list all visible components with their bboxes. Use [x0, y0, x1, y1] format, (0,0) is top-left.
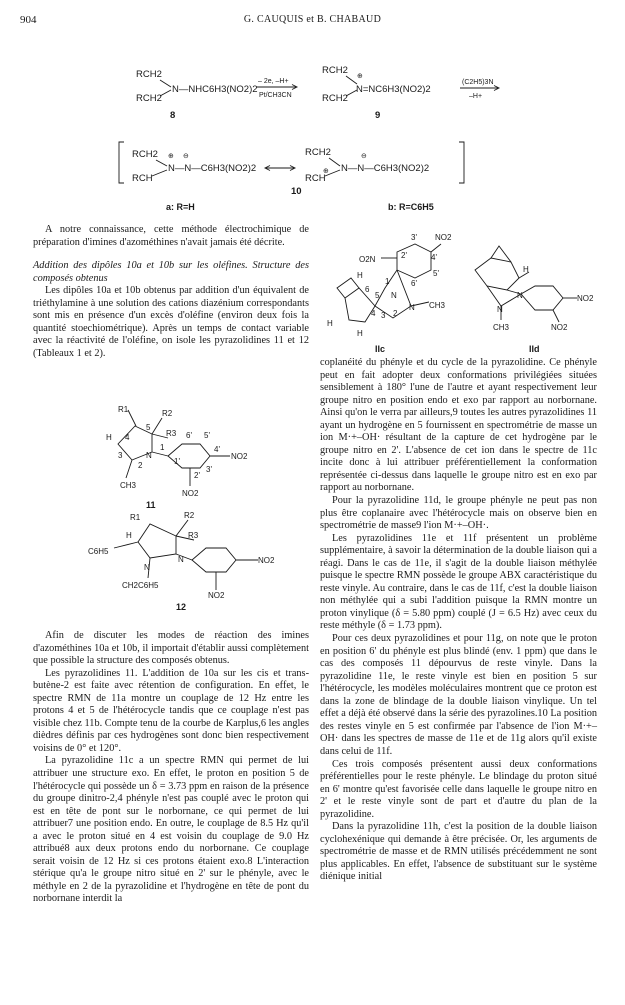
s11d-H: H [523, 265, 529, 274]
s11d-NO2-ortho: NO2 [551, 323, 568, 332]
s11c-H-top: H [357, 271, 363, 280]
s11c-N2: N [409, 303, 415, 312]
right-column [320, 357, 597, 884]
paragraph-11e-11f: Les pyrazolidines 11e et 11f présentent un problème supplémentaire, à savoir la détermination de la double liaison qui a réagi. Dans le cas de 11e, il s'agit de la double liaison méthylée puisque le spectre RMN possède le groupe ABX caractéristique du reste vinyle. Au contraire, dans le cas de 11f, c'est la double liaison non méthylée qui a subi l'addition puisque la RMN montre un proton vinylique (δ = 5.80 ppm) couplé (J = 6.5 Hz) avec ceux du reste méthyle (δ = 1.73 ppm). [320, 532, 597, 632]
label-8: 8 [170, 110, 176, 121]
section-heading: Addition des dipôles 10a et 10b sur les oléfines. Structure des composés obtenus [33, 260, 309, 284]
s12-R3: R3 [188, 531, 199, 540]
s11-NO2-ortho: NO2 [182, 489, 199, 498]
s11-4p: 4' [214, 445, 220, 454]
s11-N: N [146, 451, 152, 460]
s11c-5p: 5' [433, 269, 439, 278]
s10b-r1: RCH2 [305, 147, 331, 158]
paragraph-discussion: Afin de discuter les modes de réaction des imines d'azométhines 10a et 10b, il importait d'établir aussi complètement que possible la structure des composés obtenus. [33, 630, 309, 667]
structure-11 [80, 400, 300, 510]
arrow2-top: (C2H5)3N [462, 79, 494, 86]
s12-N1: N [144, 563, 150, 572]
structure-12 [30, 510, 290, 618]
s12-N2: N [178, 555, 184, 564]
paragraph-intro: A notre connaissance, cette méthode électrochimique de préparation d'imines d'azométhines n'avait jamais été décrite. [33, 224, 309, 248]
resonance-bracket-right [459, 142, 464, 183]
label-12: 12 [176, 602, 187, 612]
s12-R1: R1 [130, 513, 141, 522]
s12-C6H5: C6H5 [88, 547, 109, 556]
s11d-N1: N [497, 305, 503, 314]
arrow1-bottom: Pt/CH3CN [259, 92, 292, 99]
s9-r1: RCH2 [322, 65, 348, 76]
s11c-H-bottom: H [357, 329, 363, 338]
s11c-1: 1 [385, 277, 390, 286]
caption-10a: a: R=H [166, 202, 195, 212]
label-11: 11 [146, 500, 156, 510]
s11-4: 4 [125, 433, 130, 442]
s10a-r2: RCH [132, 173, 153, 184]
s11c-4p: 4' [431, 253, 437, 262]
s11c-5: 5 [375, 291, 380, 300]
s11-NO2-para: NO2 [231, 452, 248, 461]
s9-r2: RCH2 [322, 93, 348, 104]
paragraph-coplanarity: coplanéité du phényle et du cycle de la pyrazolidine. Ce phényle peut en fait adopter deux conformations privilégiées situées sensiblement à 180° l'une de l'autre et ayant respectivement leur groupe nitro en position endo et exo par rapport au norbornane. Ainsi qu'on le verra par ailleurs,9 toutes les autres pyrazolidines 11 ayant un hydrogène en 5 fournissent en spectrométrie de masse un ion M·+–OH· résultant de la capture de cet hydrogène par le groupe nitro en 2'. L'absence de cet ion dans le spectre de 11c incite donc à lui attribuer préférentiellement la conformation représentée ci-dessus dans laquelle le groupe nitro est en exo par rapport au norbornane. [320, 357, 597, 494]
s12-R2: R2 [184, 511, 195, 520]
label-10: 10 [291, 186, 302, 197]
svg-text:⊖: ⊖ [183, 153, 189, 160]
svg-text:⊖: ⊖ [361, 153, 367, 160]
s11-3p: 3' [206, 465, 212, 474]
s11-2p: 2' [194, 471, 200, 480]
s11c-3: 3 [381, 311, 386, 320]
page-number: 904 [20, 14, 37, 26]
arrow2-bottom: –H+ [469, 93, 483, 100]
s11-H: H [106, 433, 112, 442]
svg-text:⊕: ⊕ [323, 168, 329, 175]
s11c-6: 6 [365, 285, 370, 294]
s10a-body: N—N—C6H3(NO2)2 [168, 163, 257, 174]
s8-body: N—NHC6H3(NO2)2 [172, 84, 258, 95]
s8-r1: RCH2 [136, 69, 162, 80]
s11-5: 5 [146, 423, 151, 432]
structure-11c-11d [315, 228, 605, 353]
s11c-H-left: H [327, 319, 333, 328]
s11d-NO2-para: NO2 [577, 294, 594, 303]
s11c-CH3: CH3 [429, 301, 446, 310]
s12-CH2C6H5: CH2C6H5 [122, 581, 159, 590]
s11c-O2N: O2N [359, 255, 376, 264]
label-11c: IIc [375, 344, 386, 353]
paragraph-dipoles: Les dipôles 10a et 10b obtenus par addition d'un équivalent de triéthylamine à une solution des cations diazénium correspondants sont mis en présence d'un excès d'oléfine (environ deux fois la quantité stoechiométrique). Après un temps de contact variable avec la réactivité de l'oléfine, on isole les pyrazolidines 11 et 12 (Tableaux 1 et 2). [33, 285, 309, 359]
left-column-bottom [33, 630, 309, 906]
s11c-NO2-top: NO2 [435, 233, 452, 242]
s11-R2: R2 [162, 409, 173, 418]
s11c-3p: 3' [411, 233, 417, 242]
s9-body: N=NC6H3(NO2)2 [356, 84, 431, 95]
s8-r2: RCH2 [136, 93, 162, 104]
resonance-bracket-left [119, 142, 124, 183]
paragraph-11h: Dans la pyrazolidine 11h, c'est la position de la double liaison cyclohexénique qui demande à être précisée. Or, les arguments de spectrométrie de masse et de RMN utilisés précédemment ne sont plus applicables. En effet, l'absence de substituant sur le système diénique initial [320, 821, 597, 883]
s11-5p: 5' [204, 431, 210, 440]
s11c-N1: N [391, 291, 397, 300]
s11-R1: R1 [118, 405, 129, 414]
s11c-6p: 6' [411, 279, 417, 288]
s10b-body: N—N—C6H3(NO2)2 [341, 163, 430, 174]
arrow1-top: – 2e, –H+ [258, 78, 289, 85]
s11-2: 2 [138, 461, 143, 470]
label-9: 9 [375, 110, 381, 121]
s11-3: 3 [118, 451, 123, 460]
svg-text:⊕: ⊕ [357, 73, 363, 80]
s11-1p: 1' [174, 457, 180, 466]
s11c-2p: 2' [401, 251, 407, 260]
s11-R3: R3 [166, 429, 177, 438]
s11-6p: 6' [186, 431, 192, 440]
reaction-scheme [0, 0, 625, 230]
s11d-CH3: CH3 [493, 323, 510, 332]
s11d-N2: N [517, 291, 523, 300]
s10b-r2: RCH [305, 173, 326, 184]
s11-CH3: CH3 [120, 481, 137, 490]
caption-10b: b: R=C6H5 [388, 202, 434, 212]
paragraph-11d: Pour la pyrazolidine 11d, le groupe phényle ne peut pas non plus être coplanaire avec l'hétérocycle mais on observe bien en spectrométrie de masse9 l'ion M·+–OH·. [320, 495, 597, 532]
s12-NO2-para: NO2 [258, 556, 275, 565]
paragraph-11c: La pyrazolidine 11c a un spectre RMN qui permet de lui attribuer une structure exo. En effet, le proton en position 5 de l'hétérocycle qui possède un δ = 3.73 ppm en raison de la présence du groupe dinitro-2,4 phényle n'est pas couplé avec le proton qui est en tête de pont sur le norbornane, ce qui permet de lui attribuer7 une position endo. En outre, le couplage de 8.5 Hz qu'il a avec le proton situé en 4 est voisin du couplage de 9.0 Hz attribué8 aux deux protons endo du norbornane. Ce couplage serait voisin de 12 Hz si ces protons étaient exo.8 L'interaction stérique qu'a le groupe nitro situé en 2' sur le phényle, avec le méthyle en 2 de la pyrazolidine et l'hydrogène en tête de pont du norbornane interdit la [33, 755, 309, 905]
left-column-top [33, 224, 309, 360]
paragraph-pyrazolidines-11: Les pyrazolidines 11. L'addition de 10a sur les cis et trans-butène-2 est faite avec rétention de configuration. En effet, le spectre RMN de 11a montre un couplage de 12 Hz entre les protons 4 et 5 de l'hétérocycle tandis que ce couplage n'est pas visible chez 11b. Compte tenu de la courbe de Karplus,6 les angles dièdres définis par ces hydrogènes sont donc bien respectivement voisins de 0° et 120°. [33, 667, 309, 754]
s11-1: 1 [160, 443, 165, 452]
s12-NO2-ortho: NO2 [208, 591, 225, 600]
s12-H: H [126, 531, 132, 540]
svg-text:⊕: ⊕ [168, 153, 174, 160]
s11c-2: 2 [393, 309, 398, 318]
label-11d: IId [529, 344, 540, 353]
s11c-4: 4 [371, 309, 376, 318]
paragraph-11g: Pour ces deux pyrazolidines et pour 11g, on note que le proton en position 6' du phényle est plus blindé (env. 1 ppm) que dans le cas des composés 11 dépourvus de reste vinyle. Dans la pyrazolidine 11e, le reste vinyle est bien en position 5 sur l'hétérocycle, les modèles moléculaires montrent que ce proton est dans la zone de blindage de la double liaison vinylique. Un tel effet a déjà été observé dans la série des pyrazolines.10 La position des restes vinyle en 5 est confirmée par l'absence de l'ion M·+–OH· dans les spectres de masse de 11e et de 11g alors qu'il existe dans celui de 11f. [320, 633, 597, 757]
s10a-r1: RCH2 [132, 149, 158, 160]
paragraph-conformations: Ces trois composés présentent aussi deux conformations préférentielles pour le reste phényle. Le blindage du proton situé en 6' montre qu'est favorisée celle dans laquelle le groupe nitro en 2' et le reste vinyle sont de part et d'autre du plan de la pyrazolidine. [320, 758, 597, 820]
running-head: G. CAUQUIS et B. CHABAUD [243, 14, 382, 25]
